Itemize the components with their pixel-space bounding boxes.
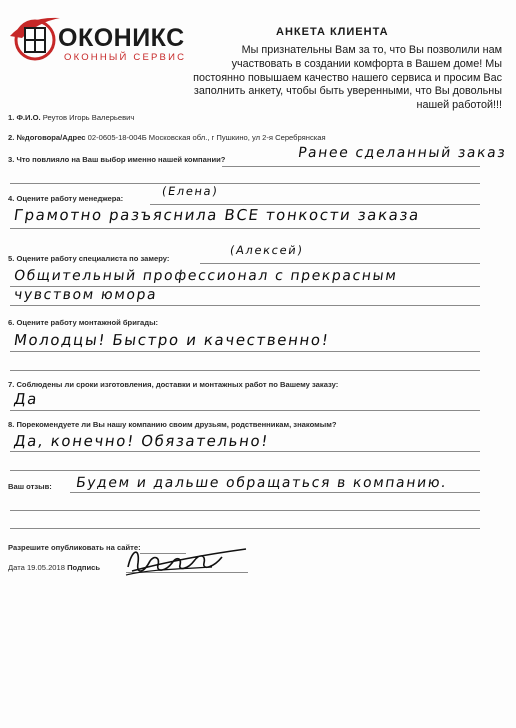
question-8: 8. Порекомендуете ли Вы нашу компанию своим друзьям, родственникам, знакомым?	[8, 420, 337, 429]
date-label: Дата	[8, 563, 25, 572]
signature-label: Подпись	[67, 563, 101, 572]
contract-label: 2. №договора/Адрес	[8, 133, 86, 142]
answer-line	[10, 451, 480, 452]
answer-line	[10, 183, 480, 184]
logo-title: ОКОНИКС	[58, 24, 185, 52]
answer-7: Да	[12, 390, 40, 408]
answer-line	[10, 410, 480, 411]
manager-name: (Елена)	[161, 184, 220, 198]
answer-line	[10, 351, 480, 352]
publish-label: Разрешите опубликовать на сайте:	[8, 543, 141, 552]
logo-subtitle: ОКОННЫЙ СЕРВИС	[64, 52, 187, 63]
answer-6: Молодцы! Быстро и качественно!	[12, 331, 331, 349]
answer-line	[10, 370, 480, 371]
answer-line	[10, 305, 480, 306]
answer-line	[10, 528, 480, 529]
answer-line	[10, 510, 480, 511]
answer-8: Да, конечно! Обязательно!	[12, 432, 271, 450]
fio-label: 1. Ф.И.О.	[8, 113, 41, 122]
answer-line	[222, 166, 480, 167]
form-title: АНКЕТА КЛИЕНТА	[276, 26, 389, 38]
answer-line	[200, 263, 480, 264]
intro-text: Мы признательны Вам за то, что Вы позволили нам участвовать в создании комфорта в Вашем доме! Мы постоянно повышаем качество нашего сервиса и просим Вас заполнить анкету, чтобы быть уверенными, что Вы довольны нашей работой!!!	[193, 44, 502, 112]
answer-5-line-1: Общительный профессионал с прекрасным	[12, 268, 399, 284]
review-text: Будем и дальше обращаться в компанию.	[74, 475, 449, 491]
window-logo-icon	[8, 14, 64, 62]
question-4: 4. Оцените работу менеджера:	[8, 194, 124, 203]
answer-4: Грамотно разъяснила ВСЕ тонкости заказа	[12, 206, 422, 224]
answer-line	[10, 470, 480, 471]
answer-5-line-2: чувством юмора	[12, 287, 159, 303]
date-value: 19.05.2018	[26, 563, 65, 572]
answer-line	[150, 204, 480, 205]
company-logo	[8, 14, 198, 64]
question-3: 3. Что повлияло на Ваш выбор именно нашей компании?	[8, 155, 226, 164]
handwritten-signature	[122, 545, 252, 581]
question-7: 7. Соблюдены ли сроки изготовления, доставки и монтажных работ по Вашему заказу:	[8, 380, 339, 389]
fio-value: Реутов Игорь Валерьевич	[42, 113, 135, 122]
question-5: 5. Оцените работу специалиста по замеру:	[8, 254, 170, 263]
question-6: 6. Оцените работу монтажной бригады:	[8, 318, 159, 327]
measurer-name: (Алексей)	[229, 243, 305, 257]
contract-row	[8, 133, 326, 142]
answer-line	[70, 492, 480, 493]
answer-line	[10, 228, 480, 229]
contract-value: 02-0605-18-004Б Московская обл., г Пушкино, ул 2-я Серебрянская	[87, 133, 326, 142]
review-label: Ваш отзыв:	[8, 482, 52, 491]
date-row	[8, 563, 100, 572]
answer-3: Ранее сделанный заказ	[296, 145, 508, 161]
fio-row	[8, 113, 134, 122]
